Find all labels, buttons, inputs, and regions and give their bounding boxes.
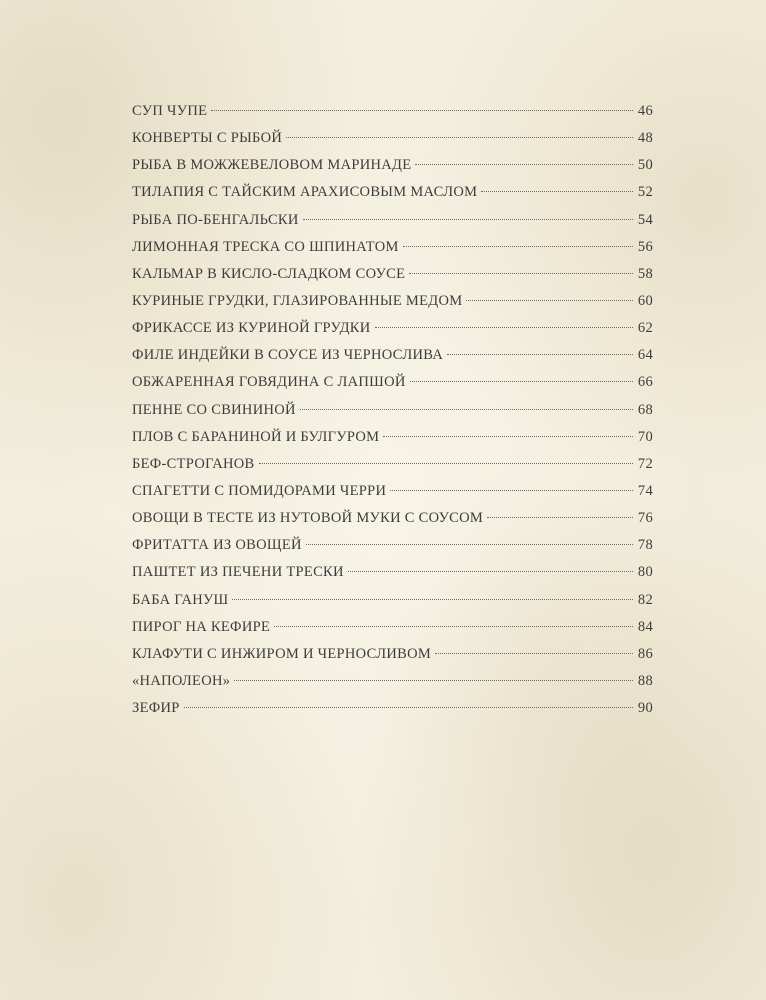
toc-entry-page: 82 <box>637 591 653 608</box>
toc-entry-page: 64 <box>637 347 653 364</box>
toc-dot-leader <box>481 191 633 192</box>
toc-entry <box>132 505 653 532</box>
toc-entry-page: 66 <box>637 374 653 391</box>
toc-entry <box>132 288 653 315</box>
toc-dot-leader <box>415 164 633 165</box>
toc-entry <box>132 478 653 505</box>
toc-dot-leader <box>466 300 633 301</box>
toc-entry-page: 60 <box>637 292 653 309</box>
toc-entry-page: 86 <box>637 645 653 662</box>
toc-entry-page: 72 <box>637 455 653 472</box>
toc-entry-title: ПИРОГ НА КЕФИРЕ <box>132 618 271 635</box>
toc-dot-leader <box>435 653 633 654</box>
toc-dot-leader <box>410 381 633 382</box>
toc-entry-page: 50 <box>637 157 653 174</box>
toc-entry-title: СПАГЕТТИ С ПОМИДОРАМИ ЧЕРРИ <box>132 482 387 499</box>
toc-entry-title: ПАШТЕТ ИЗ ПЕЧЕНИ ТРЕСКИ <box>132 564 344 581</box>
toc-entry-page: 48 <box>637 130 653 147</box>
toc-entry <box>132 559 653 586</box>
toc-entry <box>132 369 653 396</box>
toc-entry-title: ФИЛЕ ИНДЕЙКИ В СОУСЕ ИЗ ЧЕРНОСЛИВА <box>132 347 444 364</box>
toc-entry-page: 74 <box>637 482 653 499</box>
toc-dot-leader <box>274 626 633 627</box>
toc-entry-page: 84 <box>637 618 653 635</box>
toc-dot-leader <box>303 219 633 220</box>
toc-dot-leader <box>409 273 633 274</box>
toc-entry <box>132 261 653 288</box>
toc-entry <box>132 397 653 424</box>
toc-entry <box>132 125 653 152</box>
toc-dot-leader <box>286 137 633 138</box>
toc-entry-page: 56 <box>637 238 653 255</box>
toc-entry <box>132 424 653 451</box>
toc-entry-page: 80 <box>637 564 653 581</box>
toc-entry-page: 68 <box>637 401 653 418</box>
toc-entry-title: БАБА ГАНУШ <box>132 591 229 608</box>
toc-entry-page: 76 <box>637 510 653 527</box>
toc-entry-title: РЫБА В МОЖЖЕВЕЛОВОМ МАРИНАДЕ <box>132 157 412 174</box>
toc-entry-page: 62 <box>637 320 653 337</box>
toc-entry-page: 46 <box>637 103 653 119</box>
toc-dot-leader <box>234 680 633 681</box>
toc-dot-leader <box>184 707 633 708</box>
toc-entry <box>132 315 653 342</box>
toc-entry-title: ЛИМОННАЯ ТРЕСКА СО ШПИНАТОМ <box>132 238 399 255</box>
toc-entry <box>132 98 653 125</box>
toc-entry-title: ОБЖАРЕННАЯ ГОВЯДИНА С ЛАПШОЙ <box>132 374 406 391</box>
toc-dot-leader <box>348 571 633 572</box>
toc-entry-page: 78 <box>637 537 653 554</box>
toc-entry <box>132 587 653 614</box>
toc-entry-page: 70 <box>637 428 653 445</box>
toc-entry-title: КАЛЬМАР В КИСЛО-СЛАДКОМ СОУСЕ <box>132 265 406 282</box>
toc-entry-title: КЛАФУТИ С ИНЖИРОМ И ЧЕРНОСЛИВОМ <box>132 645 432 662</box>
toc-entry-title: РЫБА ПО-БЕНГАЛЬСКИ <box>132 211 299 228</box>
toc-entry <box>132 532 653 559</box>
toc-dot-leader <box>383 436 633 437</box>
toc-entry-page: 88 <box>637 672 653 689</box>
toc-entry <box>132 614 653 641</box>
toc-dot-leader <box>487 517 633 518</box>
toc-entry-title: ПЛОВ С БАРАНИНОЙ И БУЛГУРОМ <box>132 428 380 445</box>
toc-entry <box>132 695 653 722</box>
toc-entry-title: ПЕННЕ СО СВИНИНОЙ <box>132 401 296 418</box>
toc-dot-leader <box>232 599 633 600</box>
toc-entry-page: 90 <box>637 700 653 717</box>
toc-entry-title: КУРИНЫЕ ГРУДКИ, ГЛАЗИРОВАННЫЕ МЕДОМ <box>132 292 463 309</box>
toc-dot-leader <box>259 463 634 464</box>
table-of-contents <box>132 98 653 722</box>
toc-dot-leader <box>375 327 633 328</box>
toc-entry-page: 54 <box>637 211 653 228</box>
toc-entry-title: ЗЕФИР <box>132 700 180 717</box>
toc-entry-title: ОВОЩИ В ТЕСТЕ ИЗ НУТОВОЙ МУКИ С СОУСОМ <box>132 510 484 527</box>
toc-entry <box>132 152 653 179</box>
toc-entry-title: ФРИКАССЕ ИЗ КУРИНОЙ ГРУДКИ <box>132 320 371 337</box>
toc-entry <box>132 451 653 478</box>
toc-dot-leader <box>403 246 633 247</box>
toc-entry-title: ТИЛАПИЯ С ТАЙСКИМ АРАХИСОВЫМ МАСЛОМ <box>132 184 478 201</box>
toc-entry <box>132 668 653 695</box>
toc-dot-leader <box>390 490 633 491</box>
toc-dot-leader <box>447 354 633 355</box>
toc-entry-page: 52 <box>637 184 653 201</box>
toc-entry-title: КОНВЕРТЫ С РЫБОЙ <box>132 130 283 147</box>
toc-dot-leader <box>211 110 633 111</box>
toc-entry-title: ФРИТАТТА ИЗ ОВОЩЕЙ <box>132 537 302 554</box>
toc-entry <box>132 207 653 234</box>
toc-entry-title: БЕФ-СТРОГАНОВ <box>132 455 255 472</box>
toc-entry-page: 58 <box>637 265 653 282</box>
toc-entry-title: СУП ЧУПЕ <box>132 103 208 119</box>
toc-entry <box>132 234 653 261</box>
toc-dot-leader <box>306 544 633 545</box>
toc-entry <box>132 641 653 668</box>
toc-dot-leader <box>300 409 633 410</box>
toc-entry-title: «НАПОЛЕОН» <box>132 672 231 689</box>
toc-entry <box>132 342 653 369</box>
toc-entry <box>132 179 653 206</box>
